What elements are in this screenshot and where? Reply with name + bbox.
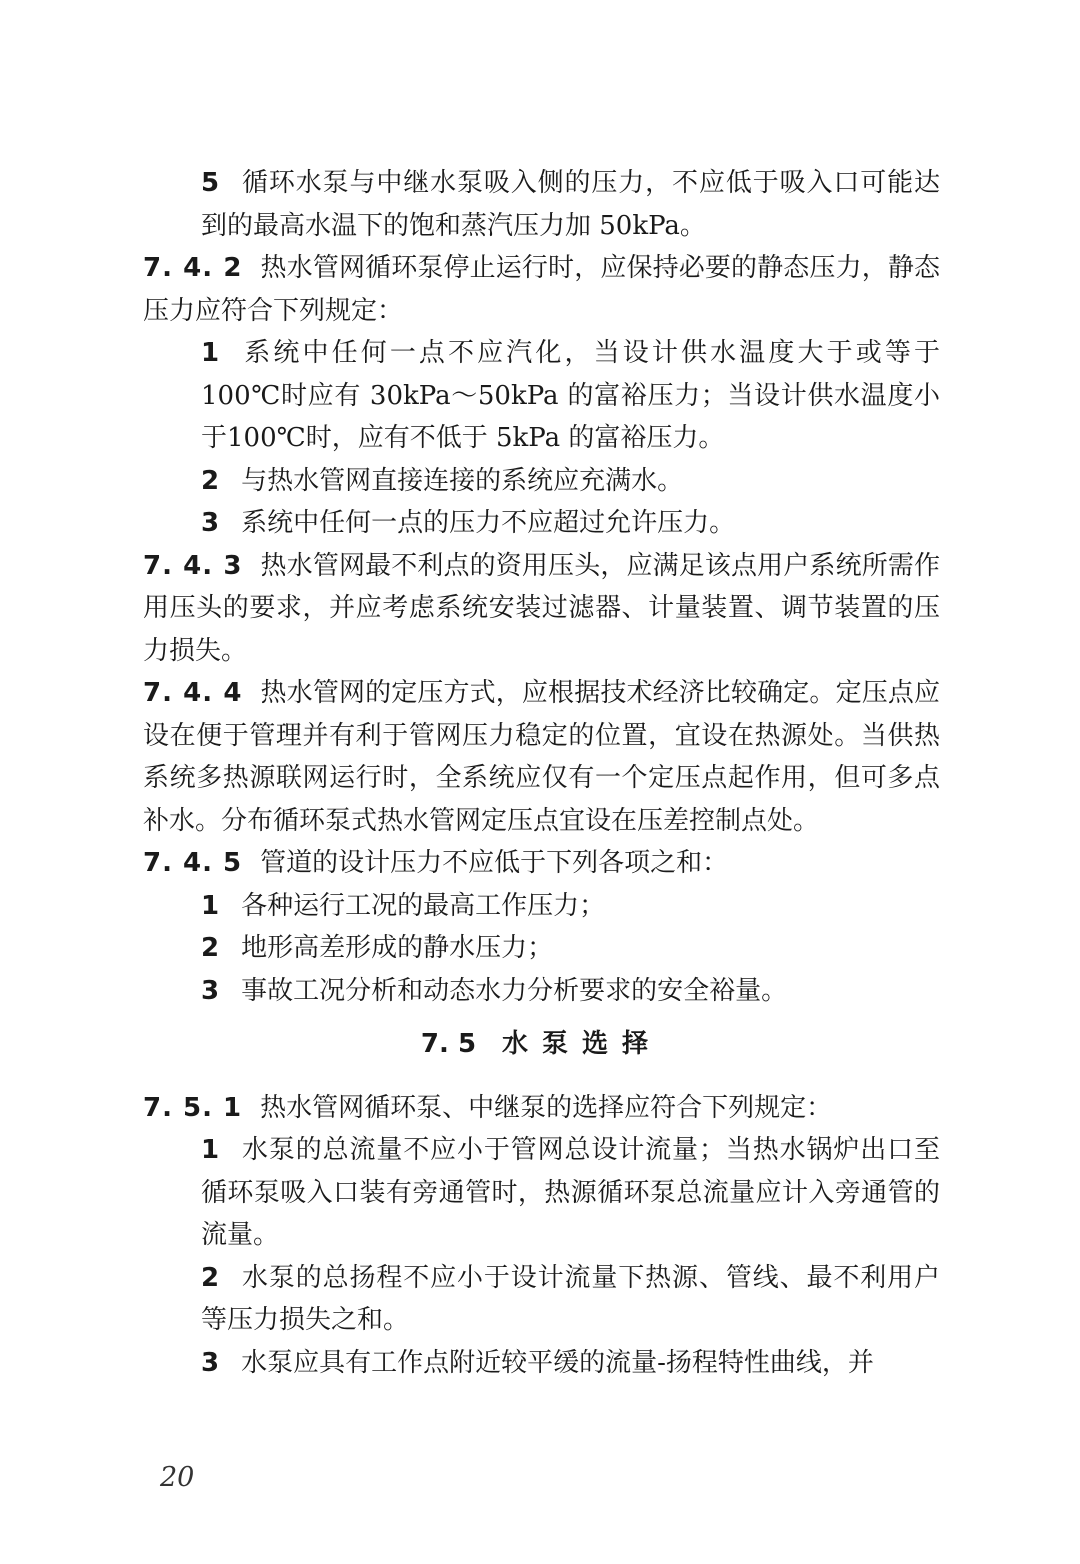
item-number: 3 — [201, 1347, 220, 1378]
item-text: 地形高差形成的静水压力； — [241, 933, 554, 963]
item-number: 2 — [201, 933, 220, 963]
clause-text: 管道的设计压力不应低于下列各项之和： — [260, 848, 729, 878]
clause-7-4-5 — [143, 842, 940, 885]
section-number: 7. 5 — [420, 1029, 477, 1059]
clause-7-5-1 — [143, 1087, 940, 1130]
list-item — [143, 1257, 940, 1342]
list-item — [143, 332, 940, 460]
list-item — [143, 1129, 940, 1257]
clause-7-4-2 — [143, 247, 940, 332]
item-number: 1 — [201, 890, 220, 921]
clause-text: 热水管网最不利点的资用压头，应满足该点用户系统所需作用压头的要求，并应考虑系统安装过滤器、计量装置、调节装置的压力损失。 — [143, 550, 940, 666]
list-item — [143, 885, 940, 928]
item-number: 3 — [201, 508, 220, 538]
clause-number: 7. 4. 2 — [143, 253, 243, 283]
list-item — [143, 1342, 940, 1385]
list-item — [143, 162, 940, 247]
clause-text: 热水管网的定压方式，应根据技术经济比较确定。定压点应设在便于管理并有利于管网压力稳定的位置，宜设在热源处。当供热系统多热源联网运行时，全系统应仅有一个定压点起作用，但可多点补水。分布循环泵式热水管网定压点宜设在压差控制点处。 — [143, 678, 940, 836]
item-text: 事故工况分析和动态水力分析要求的安全裕量。 — [241, 975, 788, 1006]
item-text: 与热水管网直接连接的系统应充满水。 — [241, 465, 684, 496]
item-text: 水泵的总流量不应小于管网总设计流量；当热水锅炉出口至循环泵吸入口装有旁通管时，热源循环泵总流量应计入旁通管的流量。 — [201, 1135, 940, 1250]
list-item — [143, 502, 940, 545]
item-text: 循环水泵与中继水泵吸入侧的压力，不应低于吸入口可能达到的最高水温下的饱和蒸汽压力加 50kPa。 — [201, 168, 940, 241]
clause-text: 热水管网循环泵停止运行时，应保持必要的静态压力，静态压力应符合下列规定： — [143, 253, 940, 326]
clause-text: 热水管网循环泵、中继泵的选择应符合下列规定： — [260, 1092, 833, 1123]
clause-number: 7. 4. 5 — [143, 848, 243, 878]
section-heading — [143, 1023, 940, 1066]
item-text: 系统中任何一点不应汽化，当设计供水温度大于或等于100℃时应有 30kPa～50kPa 的富裕压力；当设计供水温度小于100℃时，应有不低于 5kPa 的富裕压力。 — [201, 338, 940, 453]
list-item — [143, 970, 940, 1013]
item-text: 系统中任何一点的压力不应超过允许压力。 — [241, 508, 736, 538]
list-item — [143, 927, 940, 970]
list-item — [143, 460, 940, 503]
clause-number: 7. 5. 1 — [143, 1092, 243, 1123]
item-text: 水泵应具有工作点附近较平缓的流量-扬程特性曲线，并 — [241, 1347, 874, 1378]
clause-number: 7. 4. 4 — [143, 678, 243, 708]
clause-number: 7. 4. 3 — [143, 550, 243, 581]
clause-7-4-3 — [143, 545, 940, 673]
item-number: 1 — [201, 338, 220, 368]
item-text: 水泵的总扬程不应小于设计流量下热源、管线、最不利用户等压力损失之和。 — [201, 1262, 940, 1335]
item-number: 1 — [201, 1135, 220, 1165]
page-body — [143, 162, 940, 1384]
clause-7-4-4 — [143, 672, 940, 842]
item-text: 各种运行工况的最高工作压力； — [241, 890, 606, 921]
item-number: 3 — [201, 975, 220, 1006]
item-number: 2 — [201, 465, 220, 496]
item-number: 2 — [201, 1262, 220, 1293]
item-number: 5 — [201, 168, 220, 198]
page-number: 20 — [160, 1462, 195, 1493]
section-title-text: 水泵选择 — [502, 1029, 663, 1059]
